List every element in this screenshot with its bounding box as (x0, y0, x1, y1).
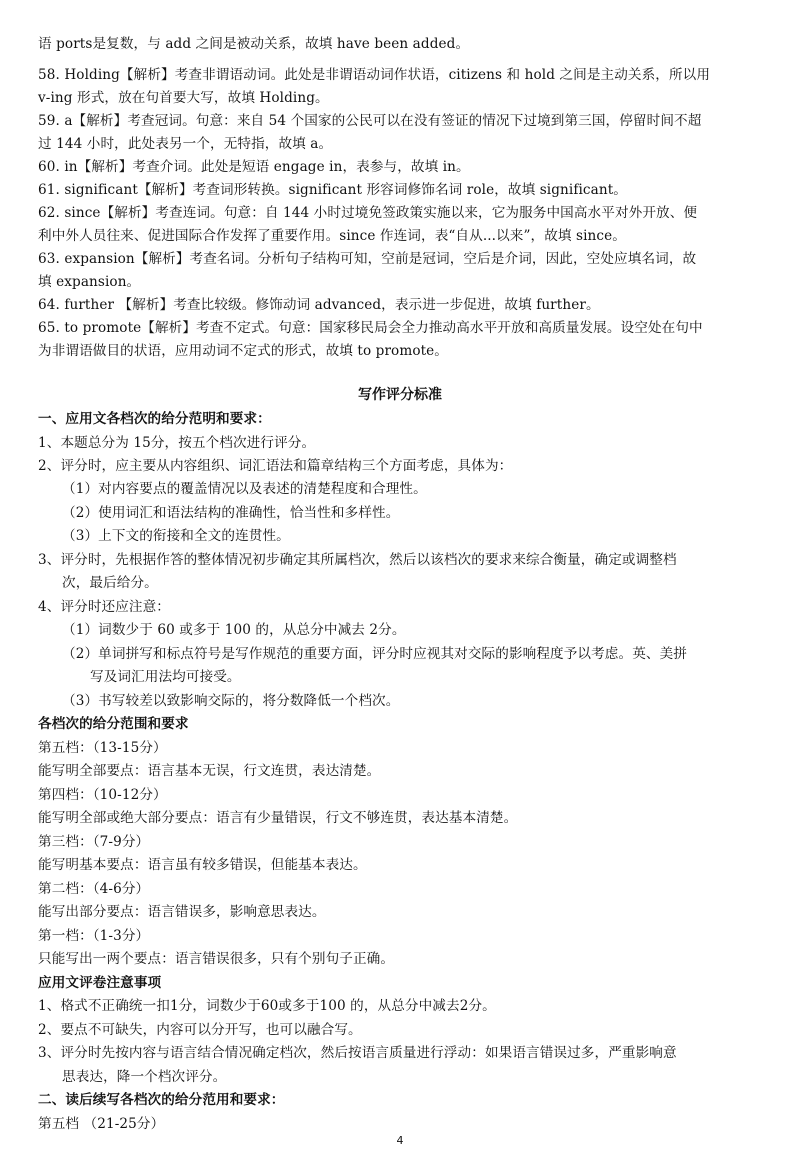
text-line: 4、评分时还应注意： (38, 599, 170, 615)
text-line: （3）书写较差以致影响交际的，将分数降低一个档次。 (62, 693, 400, 709)
page-number: 4 (396, 1134, 404, 1147)
text-line: 64. further 【解析】考查比较级。修饰动词 advanced，表示进一步促进，故填 further。 (38, 297, 600, 313)
heading-line: 一、应用文各档次的给分范明和要求： (38, 411, 271, 427)
text-line: 3、评分时先按内容与语言结合情况确定档次，然后按语言质量进行浮动：如果语言错误过多，严重影响意 (38, 1045, 677, 1061)
heading-line: 二、读后续写各档次的给分范用和要求： (38, 1092, 285, 1108)
text-line: 第四档：（10-12分） (38, 787, 167, 803)
text-line: 58. Holding【解析】考查非谓语动词。此处是非谓语动词作状语，citizens 和 hold 之间是主动关系，所以用 (38, 67, 711, 83)
text-line: v-ing 形式，放在句首要大写，故填 Holding。 (38, 90, 329, 106)
text-line: 填 expansion。 (38, 274, 141, 290)
heading-line: 各档次的给分范围和要求 (38, 716, 189, 732)
text-line: （2）单词拼写和标点符号是写作规范的重要方面，评分时应视其对交际的影响程度予以考虑。英、美拼 (62, 646, 687, 662)
text-line: （1）词数少于 60 或多于 100 的，从总分中减去 2分。 (62, 622, 406, 638)
text-line: 思表达，降一个档次评分。 (62, 1069, 227, 1085)
text-line: 为非谓语做目的状语，应用动词不定式的形式，故填 to promote。 (38, 343, 449, 359)
text-line: 第三档：（7-9分） (38, 834, 150, 850)
text-line: （2）使用词汇和语法结构的准确性，恰当性和多样性。 (62, 505, 400, 521)
text-line: 2、要点不可缺失，内容可以分开写，也可以融合写。 (38, 1022, 362, 1038)
text-line: 只能写出一两个要点：语言错误很多，只有个别句子正确。 (38, 951, 395, 967)
text-line: 能写明全部或绝大部分要点：语言有少量错误，行文不够连贯，表达基本清楚。 (38, 810, 518, 826)
text-line: 1、本题总分为 15分，按五个档次进行评分。 (38, 435, 316, 451)
text-line: 过 144 小时，此处表另一个，无特指，故填 a。 (38, 136, 333, 152)
text-line: 第一档：（1-3分） (38, 928, 150, 944)
text-line: 能写明全部要点：语言基本无误，行文连贯，表达清楚。 (38, 763, 381, 779)
text-line: （3）上下文的衔接和全文的连贯性。 (62, 528, 290, 544)
text-line: 3、评分时，先根据作答的整体情况初步确定其所属档次，然后以该档次的要求来综合衡量，确定或调整档 (38, 552, 677, 568)
text-line: 60. in【解析】考查介词。此处是短语 engage in，表参与，故填 in。 (38, 159, 470, 175)
text-line: 2、评分时，应主要从内容组织、词汇语法和篇章结构三个方面考虑，具体为： (38, 458, 513, 474)
section-title: 写作评分标准 (358, 387, 442, 403)
text-line: （1）对内容要点的覆盖情况以及表述的清楚程度和合理性。 (62, 481, 427, 497)
text-line: 次，最后给分。 (62, 575, 158, 591)
text-line: 61. significant【解析】考查词形转换。significant 形容词修饰名词 role，故填 significant。 (38, 182, 627, 198)
text-line: 写及词汇用法均可接受。 (90, 669, 241, 685)
text-line: 62. since【解析】考查连词。句意：自 144 小时过境免签政策实施以来，它为服务中国高水平对外开放、便 (38, 205, 698, 221)
text-line: 利中外人员往来、促进国际合作发挥了重要作用。since 作连词，表“自从...以来”，故填 since。 (38, 228, 626, 244)
text-line: 第五档：（13-15分） (38, 740, 167, 756)
text-line: 能写明基本要点：语言虽有较多错误，但能基本表达。 (38, 857, 367, 873)
text-line: 63. expansion【解析】考查名词。分析句子结构可知，空前是冠词，空后是介词，因此，空处应填名词，故 (38, 251, 697, 267)
text-line: 能写出部分要点：语言错误多，影响意思表达。 (38, 904, 326, 920)
text-line: 59. a【解析】考查冠词。句意：来自 54 个国家的公民可以在没有签证的情况下过境到第三国，停留时间不超 (38, 113, 702, 129)
heading-line: 应用文评卷注意事项 (38, 975, 162, 991)
text-line: 语 ports是复数，与 add 之间是被动关系，故填 have been added。 (38, 36, 470, 52)
text-line: 1、格式不正确统一扣1分，词数少于60或多于100 的，从总分中减去2分。 (38, 998, 496, 1014)
text-line: 第五档 （21-25分） (38, 1116, 165, 1132)
text-line: 65. to promote【解析】考查不定式。句意：国家移民局会全力推动高水平开放和高质量发展。设空处在句中 (38, 320, 703, 336)
text-line: 第二档：（4-6分） (38, 881, 150, 897)
